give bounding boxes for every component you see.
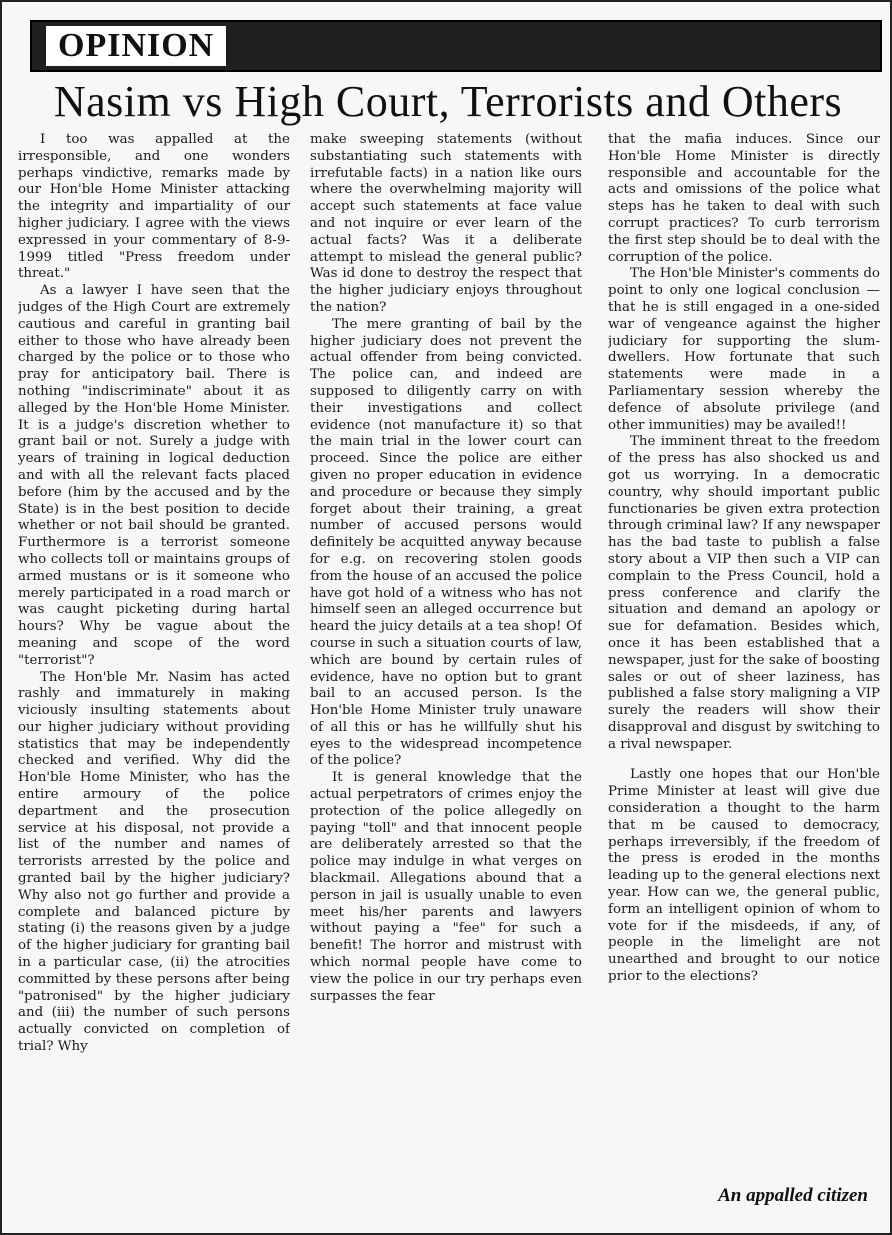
article-paragraph: The Hon'ble Minister's comments do point to only one logical conclusion — that he is still engaged in a one-sided war of vengeance against the higher judiciary for supporting the slum-dwellers. How fortunate that such statements were made in a Parliamentary session whereby the defence of absolute privilege (and other immunities) may be availed!! xyxy=(608,266,880,433)
article-headline: Nasim vs High Court, Terrorists and Others xyxy=(53,77,843,126)
article-paragraph: As a lawyer I have seen that the judges of the High Court are extremely cautious and careful in granting bail either to those who have already been charged by the police or to those who pray for anticipatory bail. There is nothing "indiscriminate" about it as alleged by the Hon'ble Home Minister. It is a judge's discretion whether to grant bail or not. Surely a judge with years of training in logical deduction and with all the relevant facts placed before (him by the accused and by the State) is in the best position to decide whether or not bail should be granted. Furthermore is a terrorist someone who collects toll or maintains groups of armed mustans or is it someone who merely participated in a road march or was caught picketing during hartal hours? Why be vague about the meaning and scope of the word "terrorist"? xyxy=(18,283,290,668)
article-paragraph: The Hon'ble Mr. Nasim has acted rashly and immaturely in making viciously insulting statements about our higher judiciary without providing statistics that may be independently checked and verified. Why did the Hon'ble Home Minister, who has the entire armoury of the police department and the prosecution service at his disposal, not provide a list of the number and names of terrorists arrested by the police and granted bail by the higher judiciary? Why also not go further and provide a complete and balanced picture by stating (i) the reasons given by a judge of the higher judiciary for granting bail in a particular case, (ii) the atrocities committed by these persons after being "patronised" by the higher judiciary and (iii) the number of such persons actually convicted on completion of trial? Why xyxy=(18,669,290,1055)
section-label: OPINION xyxy=(46,26,226,66)
article-paragraph: Lastly one hopes that our Hon'ble Prime Minister at least will give due consideration a thought to the harm that m be caused to democracy, perhaps irreversibly, if the freedom of the press is eroded in the months leading up to the general elections next year. How can we, the general public, form an intelligent opinion of whom to vote for if the misdeeds, if any, of people in the limelight are not unearthed and brought to our notice prior to the elections? xyxy=(608,767,880,985)
article-paragraph: It is general knowledge that the actual perpetrators of crimes enjoy the protection of the police allegedly on paying "toll" and that innocent people are deliberately arrested so that the police may indulge in what verges on blackmail. Allegations abound that a person in jail is usually unable to even meet his/her parents and lawyers without paying a "fee" for such a benefit! The horror and mistrust with which normal people have come to view the police in our try perhaps even surpasses the fear xyxy=(310,770,582,1004)
article-column-3 xyxy=(608,132,880,1222)
article-column-2 xyxy=(310,132,582,1222)
article-paragraph: The mere granting of bail by the higher judiciary does not prevent the actual offender from being convicted. The police can, and indeed are supposed to diligently carry on with their investigations and collect evidence (not manufacture it) so that the main trial in the lower court can proceed. Since the police are either given no proper education in evidence and procedure or because they simply forget about their training, a great number of accused persons would definitely be acquitted anyway because for e.g. on recovering stolen goods from the house of an accused the police have got hold of a witness who has not himself seen an alleged occurrence but heard the juicy details at a tea shop! Of course in such a situation courts of law, which are bound by certain rules of evidence, have no option but to grant bail to an accused person. Is the Hon'ble Home Minister truly unaware of all this or has he willfully shut his eyes to the widespread incompetence of the police? xyxy=(310,316,582,769)
article-paragraph: that the mafia induces. Since our Hon'ble Home Minister is directly responsible and accountable for the acts and omissions of the police what steps has he taken to deal with such corrupt practices? To curb terrorism the first step should be to deal with the corruption of the police. xyxy=(608,132,880,265)
article-column-1 xyxy=(18,132,290,1222)
article-paragraph: make sweeping statements (without substantiating such statements with irrefutable facts) in a nation like ours where the overwhelming majority will accept such statements at face value and not inquire or ever learn of the actual facts? Was it a deliberate attempt to mislead the general public? Was id done to destroy the respect that the higher judiciary enjoys throughout the nation? xyxy=(310,132,582,315)
article-signature: An appalled citizen xyxy=(718,1185,868,1206)
section-header-bar xyxy=(30,20,882,72)
article-paragraph: I too was appalled at the irresponsible, and one wonders perhaps vindictive, remarks made by our Hon'ble Home Minister attacking the integrity and impartiality of our higher judiciary. I agree with the views expressed in your commentary of 8-9-1999 titled "Press freedom under threat." xyxy=(18,132,290,282)
article-paragraph: The imminent threat to the freedom of the press has also shocked us and got us worrying. In a democratic country, why should important public functionaries be given extra protection through criminal law? If any newspaper has the bad taste to publish a false story about a VIP then such a VIP can complain to the Press Council, hold a press conference and clarify the situation and demand an apology or sue for defamation. Besides which, once it has been established that a newspaper, just for the sake of boosting sales or out of sheer laziness, has published a false story maligning a VIP surely the readers will show their disapproval and disgust by switching to a rival newspaper. xyxy=(608,434,880,752)
